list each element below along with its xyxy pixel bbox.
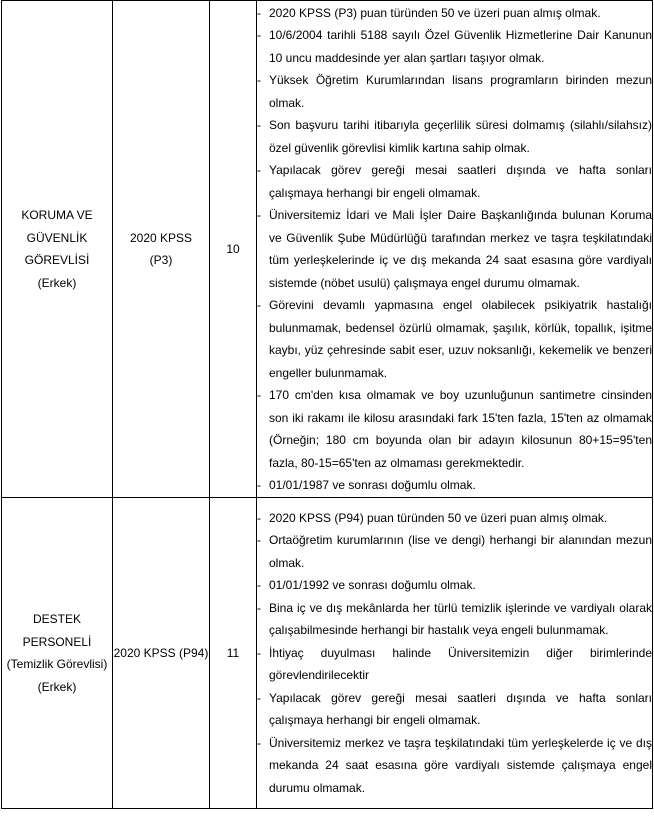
requirements-cell xyxy=(257,1,653,498)
requirement-item: - Üniversitemiz merkez ve taşra teşkilatındaki tüm yerleşkelerde iç ve dış mekanda 24 saat esasına göre vardiyalı sistemde çalışmaya engel durumu olmamak. xyxy=(257,732,652,800)
table-row xyxy=(2,1,653,498)
position-title: DESTEK PERSONELİ (Temizlik Görevlisi) (Erkek) xyxy=(2,498,113,809)
requirement-item: - 10/6/2004 tarihli 5188 sayılı Özel Güvenlik Hizmetlerine Dair Kanunun 10 uncu maddesinde yer alan şartları taşıyor olmak. xyxy=(257,24,652,69)
position-count: 11 xyxy=(210,498,257,809)
requirements-list xyxy=(257,2,652,497)
requirement-item: - Son başvuru tarihi itibarıyla geçerlilik süresi dolmamış (silahlı/silahsız) özel güvenlik görevlisi kimlik kartına sahip olmak. xyxy=(257,114,652,159)
requirement-item: - 01/01/1992 ve sonrası doğumlu olmak. xyxy=(257,574,652,597)
requirement-item: - Bina iç ve dış mekânlarda her türlü temizlik işlerinde ve vardiyalı olarak çalışabilmesinde herhangi bir hastalık veya engeli bulunmamak. xyxy=(257,597,652,642)
requirement-item: - Üniversitemiz İdari ve Mali İşler Daire Başkanlığında bulunan Koruma ve Güvenlik Şube Müdürlüğü tarafından merkez ve taşra teşkilatındaki tüm yerleşkelerinde iç ve dış mekanda 24 saat esasına göre vardiyalı sistemde (nöbet usulü) çalışmaya engel durumu olmamak. xyxy=(257,204,652,294)
requirement-item: - 2020 KPSS (P94) puan türünden 50 ve üzeri puan almış olmak. xyxy=(257,507,652,530)
requirement-item: - Yüksek Öğretim Kurumlarından lisans programların birinden mezun olmak. xyxy=(257,69,652,114)
position-count: 10 xyxy=(210,1,257,498)
requirements-list xyxy=(257,507,652,800)
requirement-item: - 01/01/1987 ve sonrası doğumlu olmak. xyxy=(257,474,652,497)
position-title: KORUMA VE GÜVENLİK GÖREVLİSİ (Erkek) xyxy=(2,1,113,498)
requirements-cell xyxy=(257,498,653,809)
requirement-item: - İhtiyaç duyulması halinde Üniversitemizin diğer birimlerinde görevlendirilecektir xyxy=(257,642,652,687)
table-row xyxy=(2,498,653,809)
exam-type: 2020 KPSS (P3) xyxy=(113,1,210,498)
requirement-item: - 2020 KPSS (P3) puan türünden 50 ve üzeri puan almış olmak. xyxy=(257,2,652,25)
requirement-item: - Ortaöğretim kurumlarının (lise ve dengi) herhangi bir alanından mezun olmak. xyxy=(257,529,652,574)
requirement-item: - Yapılacak görev gereği mesai saatleri dışında ve hafta sonları çalışmaya herhangi bir engeli olmamak. xyxy=(257,687,652,732)
requirement-item: - Görevini devamlı yapmasına engel olabilecek psikiyatrik hastalığı bulunmamak, bedensel özürlü olmamak, şaşılık, körlük, topallık, işitme kaybı, yüz çehresinde sabit eser, uzuv noksanlığı, kekemelik ve benzeri engeller bulunmamak. xyxy=(257,294,652,384)
requirement-item: - Yapılacak görev gereği mesai saatleri dışında ve hafta sonları çalışmaya herhangi bir engeli olmamak. xyxy=(257,159,652,204)
exam-type: 2020 KPSS (P94) xyxy=(113,498,210,809)
positions-table xyxy=(1,0,653,809)
requirement-item: - 170 cm'den kısa olmamak ve boy uzunluğunun santimetre cinsinden son iki rakamı ile kilosu arasındaki fark 15'ten fazla, 15'ten az olmamak (Örneğin; 180 cm boyunda olan bir adayın kilosunun 80+15=95'ten fazla, 80-15=65'ten az olmaması gerekmektedir. xyxy=(257,384,652,474)
